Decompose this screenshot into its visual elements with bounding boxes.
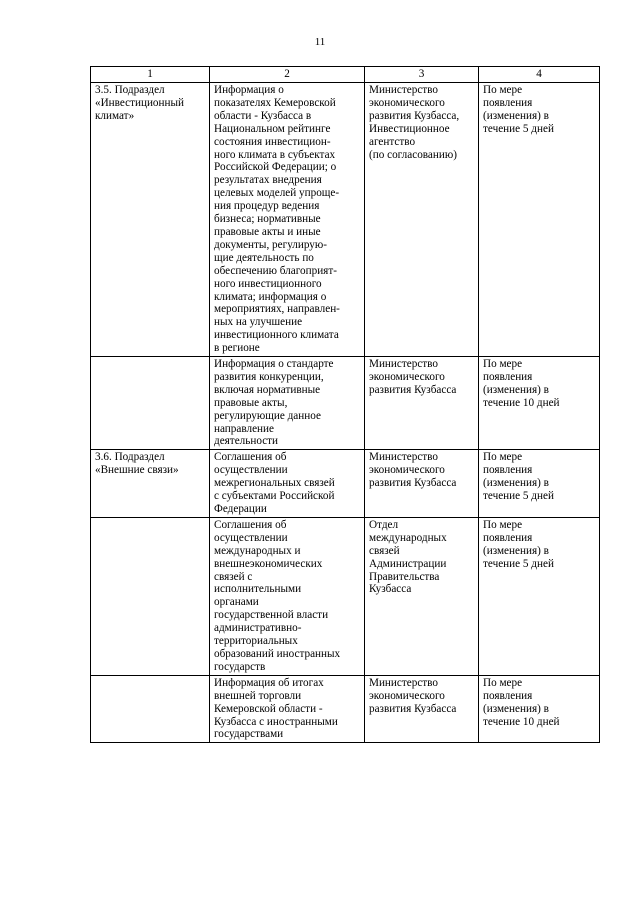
deadline-cell-line: По мере [483,676,523,689]
deadline-cell-line: появления [483,531,533,544]
info-cell-line: государств [214,660,266,673]
info-cell-line: государственной власти [214,609,329,622]
responsible-cell-line: Министерство [369,451,438,464]
info-cell-line: деятельности [214,435,279,448]
info-cell-line: показателях Кемеровской [214,96,336,109]
section-label [91,83,210,357]
deadline-cell [479,675,600,743]
deadline-cell-line: (изменения) в [483,383,549,396]
info-cell-line: состояния инвестицион- [214,135,331,148]
info-cell-line: климата; информация о [214,290,327,303]
info-cell-line: административно- [214,622,302,635]
deadline-cell-line: (изменения) в [483,702,549,715]
info-cell [210,517,365,675]
info-cell-line: связей с [214,570,253,583]
responsible-cell-line: связей [369,544,400,557]
column-header: 3 [365,67,479,83]
info-cell [210,83,365,357]
deadline-cell-line: течение 5 дней [483,490,554,503]
info-cell-line: в регионе [214,342,260,355]
info-cell-line: правовые акты и иные [214,225,321,238]
section-label-continued [91,517,210,675]
deadline-cell-line: (изменения) в [483,544,549,557]
responsible-cell-line: (по согласованию) [369,148,457,161]
deadline-cell-line: появления [483,464,533,477]
responsible-cell-line: развития Кузбасса [369,702,457,715]
info-cell-line: регулирующие данное [214,409,321,422]
info-cell-line: международных и [214,544,301,557]
deadline-cell [479,450,600,518]
deadline-cell-line: появления [483,689,533,702]
info-cell-line: щие деятельность по [214,251,314,264]
info-cell-line: обеспечению благоприят- [214,264,337,277]
responsible-cell-line: экономического [369,689,445,702]
deadline-cell [479,517,600,675]
responsible-cell [365,675,479,743]
table-row [91,357,600,450]
deadline-cell-line: течение 5 дней [483,557,554,570]
responsible-cell-line: экономического [369,370,445,383]
deadline-cell [479,83,600,357]
info-cell-line: исполнительными [214,583,302,596]
section-label-line: 3.5. Подраздел [95,84,165,96]
info-cell-line: Кемеровской области - [214,702,323,715]
responsible-cell-line: Администрации [369,557,447,570]
info-cell-line: инвестиционного климата [214,329,339,342]
info-cell-line: области - Кузбасса в [214,109,312,122]
section-label-line: «Внешние связи» [95,464,179,477]
info-cell-line: результатах внедрения [214,174,322,187]
info-cell-line: включая нормативные [214,383,321,396]
column-header: 1 [91,67,210,83]
info-cell-line: ного климата в субъектах [214,148,336,161]
responsible-cell-line: развития Кузбасса [369,383,457,396]
info-cell-line: ния процедур ведения [214,200,320,213]
info-cell-line: Соглашения об [214,451,287,464]
column-header: 2 [210,67,365,83]
deadline-cell-line: По мере [483,84,523,96]
deadline-cell-line: течение 5 дней [483,122,554,135]
deadline-cell-line: течение 10 дней [483,715,560,728]
info-cell-line: Информация о стандарте [214,358,334,371]
table-body [91,67,600,743]
info-cell-line: межрегиональных связей [214,477,335,490]
info-cell-line: органами [214,596,259,609]
responsible-cell-line: Отдел [369,518,399,531]
deadline-cell [479,357,600,450]
document-table [90,66,600,743]
info-cell [210,450,365,518]
info-cell-line: внешнеэкономических [214,557,323,570]
deadline-cell-line: По мере [483,358,523,371]
info-cell-line: Федерации [214,503,267,515]
column-header: 4 [479,67,600,83]
info-cell-line: ных на улучшение [214,316,303,329]
info-cell-line: осуществлении [214,464,288,477]
table-row [91,450,600,518]
info-cell-line: Российской Федерации; о [214,161,337,174]
info-cell-line: правовые акты, [214,396,288,409]
deadline-cell-line: появления [483,96,533,109]
info-cell-line: территориальных [214,635,298,648]
info-cell-line: ного инвестиционного [214,277,322,290]
responsible-cell-line: Инвестиционное [369,122,450,135]
info-cell-line: мероприятиях, направлен- [214,303,340,316]
info-cell-line: Национальном рейтинге [214,122,331,135]
info-cell-line: бизнеса; нормативные [214,213,321,226]
responsible-cell-line: развития Кузбасса, [369,109,460,122]
section-label-line: климат» [95,109,135,122]
info-cell-line: Информация о [214,84,284,96]
info-cell-line: развития конкуренции, [214,370,324,383]
info-cell-line: документы, регулирую- [214,238,327,251]
responsible-cell [365,450,479,518]
responsible-cell-line: экономического [369,464,445,477]
info-cell [210,675,365,743]
table-row [91,517,600,675]
page-number: 11 [314,36,326,48]
info-cell-line: государствами [214,728,284,741]
info-cell [210,357,365,450]
responsible-cell-line: агентство [369,135,416,148]
info-cell-line: осуществлении [214,531,288,544]
responsible-cell-line: Министерство [369,84,438,96]
info-cell-line: целевых моделей упроще- [214,187,340,200]
responsible-cell-line: экономического [369,96,445,109]
info-cell-line: образований иностранных [214,647,341,660]
info-cell-line: Соглашения об [214,518,287,531]
header-row [91,67,600,83]
info-cell-line: направление [214,422,274,435]
deadline-cell-line: (изменения) в [483,477,549,490]
section-label-line: «Инвестиционный [95,96,185,109]
responsible-cell [365,517,479,675]
info-cell-line: Информация об итогах [214,676,324,689]
deadline-cell-line: появления [483,370,533,383]
info-cell-line: Кузбасса с иностранными [214,715,338,728]
responsible-cell-line: Правительства [369,570,440,583]
deadline-cell-line: (изменения) в [483,109,549,122]
table-row [91,83,600,357]
responsible-cell-line: Министерство [369,676,438,689]
deadline-cell-line: По мере [483,451,523,464]
responsible-cell-line: Министерство [369,358,438,371]
responsible-cell-line: развития Кузбасса [369,477,457,490]
section-label [91,450,210,518]
responsible-cell [365,83,479,357]
info-cell-line: внешней торговли [214,689,302,702]
table-row [91,675,600,743]
info-cell-line: с субъектами Российской [214,490,335,503]
responsible-cell [365,357,479,450]
responsible-cell-line: международных [369,531,447,544]
deadline-cell-line: течение 10 дней [483,396,560,409]
deadline-cell-line: По мере [483,518,523,531]
section-label-continued [91,675,210,743]
section-label-continued [91,357,210,450]
responsible-cell-line: Кузбасса [369,583,412,596]
section-label-line: 3.6. Подраздел [95,451,165,464]
